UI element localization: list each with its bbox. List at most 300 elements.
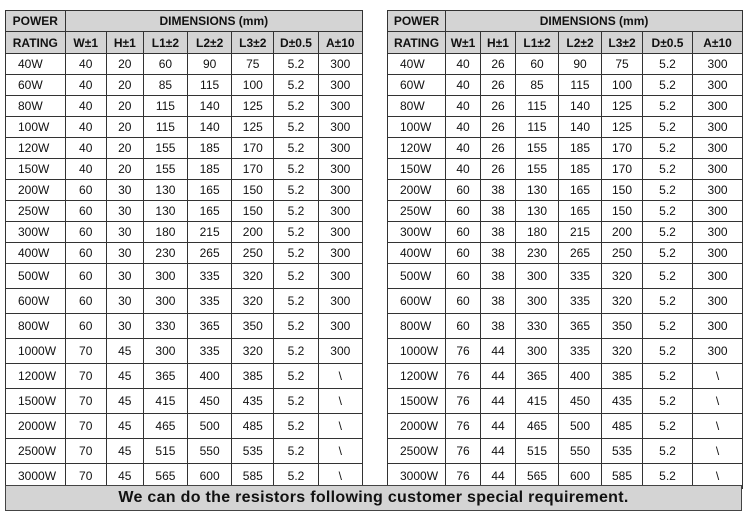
table-row bbox=[6, 222, 363, 243]
dimension-cell: 265 bbox=[188, 243, 232, 264]
dimension-cell: 335 bbox=[559, 264, 602, 289]
dimension-cell: 265 bbox=[559, 243, 602, 264]
dimension-cell: 500 bbox=[188, 414, 232, 439]
dimension-cell: 300 bbox=[318, 54, 362, 75]
dimension-cell: 5.2 bbox=[274, 264, 318, 289]
dimension-cell: \ bbox=[318, 464, 362, 489]
dimension-cell: 26 bbox=[481, 117, 516, 138]
dimension-cell: 485 bbox=[602, 414, 643, 439]
dimension-cell: 5.2 bbox=[274, 289, 318, 314]
dimension-cell: 76 bbox=[446, 389, 481, 414]
dimension-cell: 26 bbox=[481, 159, 516, 180]
dimension-cell: 20 bbox=[106, 159, 143, 180]
table-row bbox=[388, 54, 743, 75]
dimension-cell: 40 bbox=[65, 96, 106, 117]
dimension-cell: 40 bbox=[65, 117, 106, 138]
column-header: D±0.5 bbox=[274, 32, 318, 54]
dimension-cell: 40 bbox=[446, 138, 481, 159]
table-row bbox=[6, 138, 363, 159]
dimension-cell: 44 bbox=[481, 339, 516, 364]
dimension-cell: 76 bbox=[446, 339, 481, 364]
dimension-cell: 5.2 bbox=[274, 222, 318, 243]
dimension-cell: 115 bbox=[516, 96, 559, 117]
table-row bbox=[6, 264, 363, 289]
dimension-cell: 330 bbox=[516, 314, 559, 339]
dimension-cell: 5.2 bbox=[274, 75, 318, 96]
dimension-cell: 90 bbox=[188, 54, 232, 75]
dimension-cell: 150 bbox=[602, 180, 643, 201]
dimension-cell: 230 bbox=[516, 243, 559, 264]
dimension-cell: 5.2 bbox=[643, 138, 693, 159]
dimension-cell: 5.2 bbox=[643, 464, 693, 489]
dimension-cell: 400 bbox=[559, 364, 602, 389]
dimension-cell: 140 bbox=[559, 96, 602, 117]
table-row bbox=[388, 201, 743, 222]
table-row bbox=[388, 439, 743, 464]
table-row bbox=[388, 389, 743, 414]
dimension-cell: 140 bbox=[188, 117, 232, 138]
dimension-cell: 165 bbox=[188, 180, 232, 201]
dimension-cell: 300 bbox=[143, 289, 187, 314]
dimension-cell: \ bbox=[318, 389, 362, 414]
dimension-cell: 76 bbox=[446, 364, 481, 389]
table-row bbox=[6, 201, 363, 222]
dimension-cell: \ bbox=[693, 364, 743, 389]
table-row bbox=[6, 389, 363, 414]
dimension-cell: 180 bbox=[516, 222, 559, 243]
dimension-cell: 20 bbox=[106, 54, 143, 75]
dimension-cell: 45 bbox=[106, 339, 143, 364]
rating-header: RATING bbox=[6, 32, 66, 54]
dimension-cell: 5.2 bbox=[643, 180, 693, 201]
dimension-cell: 60 bbox=[446, 222, 481, 243]
dimension-cell: 300 bbox=[693, 96, 743, 117]
dimension-cell: 70 bbox=[65, 464, 106, 489]
dimension-cell: 300 bbox=[693, 289, 743, 314]
dimension-cell: 300 bbox=[318, 243, 362, 264]
dimension-cell: 38 bbox=[481, 314, 516, 339]
power-rating-cell: 400W bbox=[388, 243, 446, 264]
dimension-cell: 300 bbox=[693, 339, 743, 364]
power-rating-cell: 1000W bbox=[6, 339, 66, 364]
dimension-cell: 40 bbox=[446, 54, 481, 75]
dimension-cell: 565 bbox=[516, 464, 559, 489]
table-row bbox=[388, 243, 743, 264]
power-rating-cell: 2000W bbox=[388, 414, 446, 439]
dimension-cell: 155 bbox=[516, 138, 559, 159]
power-rating-cell: 250W bbox=[388, 201, 446, 222]
column-header: A±10 bbox=[693, 32, 743, 54]
column-header: H±1 bbox=[106, 32, 143, 54]
dimension-cell: 60 bbox=[65, 243, 106, 264]
dimension-cell: 40 bbox=[65, 159, 106, 180]
dimension-cell: \ bbox=[693, 464, 743, 489]
power-rating-cell: 400W bbox=[6, 243, 66, 264]
dimension-cell: 20 bbox=[106, 117, 143, 138]
column-header: L2±2 bbox=[188, 32, 232, 54]
dimension-cell: 40 bbox=[446, 159, 481, 180]
dimension-cell: 26 bbox=[481, 138, 516, 159]
dimensions-table-left bbox=[5, 10, 363, 489]
dimension-cell: 300 bbox=[318, 264, 362, 289]
dimension-cell: 550 bbox=[559, 439, 602, 464]
dimension-cell: 170 bbox=[232, 159, 274, 180]
dimension-cell: 5.2 bbox=[274, 364, 318, 389]
dimension-cell: 5.2 bbox=[643, 75, 693, 96]
dimension-cell: 415 bbox=[516, 389, 559, 414]
dimension-cell: 500 bbox=[559, 414, 602, 439]
dimension-cell: 70 bbox=[65, 339, 106, 364]
dimension-cell: 300 bbox=[693, 159, 743, 180]
dimension-cell: 70 bbox=[65, 389, 106, 414]
table-row bbox=[6, 75, 363, 96]
dimension-cell: 230 bbox=[143, 243, 187, 264]
column-header: D±0.5 bbox=[643, 32, 693, 54]
dimension-cell: 435 bbox=[602, 389, 643, 414]
dimension-cell: 115 bbox=[516, 117, 559, 138]
dimension-cell: 550 bbox=[188, 439, 232, 464]
power-rating-cell: 800W bbox=[6, 314, 66, 339]
dimension-cell: 100 bbox=[602, 75, 643, 96]
dimension-cell: 85 bbox=[143, 75, 187, 96]
dimension-cell: 44 bbox=[481, 389, 516, 414]
table-row bbox=[6, 54, 363, 75]
dimension-cell: 5.2 bbox=[643, 414, 693, 439]
dimension-cell: 300 bbox=[318, 96, 362, 117]
dimension-cell: 26 bbox=[481, 96, 516, 117]
dimension-cell: 385 bbox=[602, 364, 643, 389]
dimension-cell: 5.2 bbox=[274, 54, 318, 75]
table-row bbox=[388, 314, 743, 339]
power-rating-cell: 100W bbox=[388, 117, 446, 138]
column-header: L2±2 bbox=[559, 32, 602, 54]
dimension-cell: 200 bbox=[232, 222, 274, 243]
table-row bbox=[388, 339, 743, 364]
footer-note: We can do the resistors following customer special requirement. bbox=[5, 485, 742, 511]
dimension-cell: 40 bbox=[446, 75, 481, 96]
table-row bbox=[6, 339, 363, 364]
power-rating-cell: 1200W bbox=[6, 364, 66, 389]
dimension-cell: 70 bbox=[65, 364, 106, 389]
dimension-cell: 130 bbox=[516, 201, 559, 222]
dimension-cell: 70 bbox=[65, 439, 106, 464]
dimension-cell: 90 bbox=[559, 54, 602, 75]
dimension-cell: 38 bbox=[481, 289, 516, 314]
dimension-cell: 215 bbox=[559, 222, 602, 243]
dimension-cell: 40 bbox=[65, 54, 106, 75]
dimension-cell: \ bbox=[318, 414, 362, 439]
dimension-cell: 60 bbox=[446, 314, 481, 339]
dimension-cell: 300 bbox=[318, 201, 362, 222]
dimension-cell: 5.2 bbox=[643, 117, 693, 138]
dimension-cell: \ bbox=[318, 439, 362, 464]
dimension-cell: 365 bbox=[188, 314, 232, 339]
dimension-cell: 465 bbox=[516, 414, 559, 439]
dimension-cell: 75 bbox=[232, 54, 274, 75]
dimension-cell: 38 bbox=[481, 264, 516, 289]
table-row bbox=[388, 96, 743, 117]
dimensions-table-right bbox=[387, 10, 743, 489]
rating-header: RATING bbox=[388, 32, 446, 54]
dimension-cell: 300 bbox=[318, 289, 362, 314]
dimension-cell: 600 bbox=[559, 464, 602, 489]
dimension-cell: 38 bbox=[481, 180, 516, 201]
dimension-cell: 485 bbox=[232, 414, 274, 439]
dimension-cell: 5.2 bbox=[274, 159, 318, 180]
power-rating-cell: 120W bbox=[388, 138, 446, 159]
dimension-cell: 150 bbox=[232, 201, 274, 222]
power-rating-cell: 600W bbox=[388, 289, 446, 314]
dimension-cell: \ bbox=[693, 414, 743, 439]
power-rating-cell: 2500W bbox=[6, 439, 66, 464]
dimension-cell: 125 bbox=[602, 96, 643, 117]
power-rating-cell: 200W bbox=[388, 180, 446, 201]
column-header: A±10 bbox=[318, 32, 362, 54]
dimension-cell: 450 bbox=[188, 389, 232, 414]
dimension-cell: 60 bbox=[446, 180, 481, 201]
power-rating-cell: 1500W bbox=[6, 389, 66, 414]
dimension-cell: 60 bbox=[65, 314, 106, 339]
table-row bbox=[388, 264, 743, 289]
dimension-cell: 38 bbox=[481, 243, 516, 264]
dimension-cell: 45 bbox=[106, 439, 143, 464]
dimension-cell: 30 bbox=[106, 222, 143, 243]
table-row bbox=[6, 414, 363, 439]
dimension-cell: 150 bbox=[232, 180, 274, 201]
table-row bbox=[6, 159, 363, 180]
dimension-cell: 60 bbox=[65, 180, 106, 201]
dimension-cell: 450 bbox=[559, 389, 602, 414]
dimension-cell: 38 bbox=[481, 201, 516, 222]
dimension-cell: 45 bbox=[106, 414, 143, 439]
dimension-cell: 170 bbox=[602, 138, 643, 159]
dimension-cell: 40 bbox=[446, 117, 481, 138]
dimension-cell: 30 bbox=[106, 180, 143, 201]
dimension-cell: 165 bbox=[559, 201, 602, 222]
power-rating-cell: 2000W bbox=[6, 414, 66, 439]
dimension-cell: 300 bbox=[318, 222, 362, 243]
dimension-cell: 5.2 bbox=[643, 264, 693, 289]
power-rating-cell: 250W bbox=[6, 201, 66, 222]
dimension-cell: 20 bbox=[106, 75, 143, 96]
table-row bbox=[388, 222, 743, 243]
dimension-cell: 155 bbox=[516, 159, 559, 180]
power-rating-cell: 120W bbox=[6, 138, 66, 159]
dimension-cell: 38 bbox=[481, 222, 516, 243]
power-header: POWER bbox=[388, 11, 446, 32]
dimension-cell: 300 bbox=[693, 243, 743, 264]
dimension-cell: 44 bbox=[481, 414, 516, 439]
table-row bbox=[6, 439, 363, 464]
dimension-cell: 335 bbox=[559, 289, 602, 314]
power-rating-cell: 200W bbox=[6, 180, 66, 201]
power-rating-cell: 1500W bbox=[388, 389, 446, 414]
dimension-cell: 300 bbox=[318, 138, 362, 159]
dimension-cell: 320 bbox=[232, 289, 274, 314]
power-rating-cell: 1200W bbox=[388, 364, 446, 389]
dimension-cell: 155 bbox=[143, 138, 187, 159]
dimension-cell: \ bbox=[693, 389, 743, 414]
column-header: L1±2 bbox=[516, 32, 559, 54]
power-rating-cell: 3000W bbox=[6, 464, 66, 489]
dimension-cell: 125 bbox=[602, 117, 643, 138]
power-rating-cell: 800W bbox=[388, 314, 446, 339]
table-row bbox=[6, 117, 363, 138]
dimension-cell: 30 bbox=[106, 289, 143, 314]
dimension-cell: 150 bbox=[602, 201, 643, 222]
dimension-cell: 335 bbox=[188, 264, 232, 289]
column-header: L3±2 bbox=[232, 32, 274, 54]
power-header: POWER bbox=[6, 11, 66, 32]
dimension-cell: 300 bbox=[693, 54, 743, 75]
dimension-cell: 170 bbox=[602, 159, 643, 180]
dimension-cell: 115 bbox=[143, 96, 187, 117]
dimension-cell: 5.2 bbox=[274, 201, 318, 222]
dimension-cell: 85 bbox=[516, 75, 559, 96]
dimension-cell: 60 bbox=[65, 264, 106, 289]
dimension-cell: 300 bbox=[143, 339, 187, 364]
dimension-cell: 44 bbox=[481, 439, 516, 464]
dimension-cell: 45 bbox=[106, 464, 143, 489]
dimension-cell: 140 bbox=[188, 96, 232, 117]
dimension-cell: 30 bbox=[106, 201, 143, 222]
dimension-cell: 45 bbox=[106, 389, 143, 414]
dimension-cell: 40 bbox=[65, 138, 106, 159]
dimension-cell: 5.2 bbox=[643, 314, 693, 339]
dimension-cell: 115 bbox=[143, 117, 187, 138]
dimension-cell: 5.2 bbox=[274, 138, 318, 159]
dimension-cell: 300 bbox=[143, 264, 187, 289]
dimension-cell: 75 bbox=[602, 54, 643, 75]
dimension-cell: 215 bbox=[188, 222, 232, 243]
dimension-cell: 140 bbox=[559, 117, 602, 138]
dimension-cell: 30 bbox=[106, 314, 143, 339]
dimension-cell: 5.2 bbox=[643, 54, 693, 75]
dimension-cell: 185 bbox=[559, 159, 602, 180]
dimension-cell: 365 bbox=[516, 364, 559, 389]
dimension-cell: 60 bbox=[446, 289, 481, 314]
power-rating-cell: 60W bbox=[388, 75, 446, 96]
dimension-cell: 44 bbox=[481, 464, 516, 489]
dimension-cell: 130 bbox=[143, 180, 187, 201]
dimension-cell: \ bbox=[693, 439, 743, 464]
dimension-cell: 320 bbox=[232, 339, 274, 364]
dimension-cell: 300 bbox=[693, 201, 743, 222]
dimension-cell: 30 bbox=[106, 264, 143, 289]
dimension-cell: 26 bbox=[481, 75, 516, 96]
dimension-cell: 185 bbox=[559, 138, 602, 159]
power-rating-cell: 150W bbox=[388, 159, 446, 180]
table-row bbox=[6, 314, 363, 339]
dimension-cell: 5.2 bbox=[274, 314, 318, 339]
power-rating-cell: 500W bbox=[6, 264, 66, 289]
dimension-cell: 335 bbox=[188, 289, 232, 314]
table-row bbox=[388, 289, 743, 314]
dimension-cell: 300 bbox=[693, 138, 743, 159]
dimension-cell: 76 bbox=[446, 439, 481, 464]
table-row bbox=[388, 75, 743, 96]
power-rating-cell: 500W bbox=[388, 264, 446, 289]
dimension-cell: 365 bbox=[143, 364, 187, 389]
table-row bbox=[6, 96, 363, 117]
dimension-cell: 300 bbox=[516, 264, 559, 289]
dimension-cell: 76 bbox=[446, 464, 481, 489]
table-row bbox=[388, 364, 743, 389]
table-row bbox=[6, 180, 363, 201]
dimension-cell: 5.2 bbox=[274, 96, 318, 117]
column-header: H±1 bbox=[481, 32, 516, 54]
dimension-cell: 60 bbox=[446, 201, 481, 222]
dimension-cell: 515 bbox=[516, 439, 559, 464]
dimension-cell: 585 bbox=[602, 464, 643, 489]
dimension-cell: 300 bbox=[516, 289, 559, 314]
dimension-cell: 170 bbox=[232, 138, 274, 159]
dimension-cell: 330 bbox=[143, 314, 187, 339]
dimension-cell: 5.2 bbox=[274, 243, 318, 264]
table-body bbox=[388, 54, 743, 489]
power-rating-cell: 40W bbox=[388, 54, 446, 75]
dimension-cell: 155 bbox=[143, 159, 187, 180]
dimension-cell: 165 bbox=[559, 180, 602, 201]
dimension-cell: 5.2 bbox=[274, 439, 318, 464]
dimension-cell: 350 bbox=[602, 314, 643, 339]
dimension-cell: 535 bbox=[232, 439, 274, 464]
dimension-cell: 130 bbox=[143, 201, 187, 222]
table-row bbox=[6, 364, 363, 389]
dimension-cell: 300 bbox=[693, 117, 743, 138]
dimension-cell: 5.2 bbox=[643, 159, 693, 180]
dimension-cell: 5.2 bbox=[274, 464, 318, 489]
table-row bbox=[388, 117, 743, 138]
power-rating-cell: 2500W bbox=[388, 439, 446, 464]
dimension-cell: 5.2 bbox=[643, 389, 693, 414]
dimension-cell: 435 bbox=[232, 389, 274, 414]
dimension-cell: 300 bbox=[318, 339, 362, 364]
dimension-cell: 200 bbox=[602, 222, 643, 243]
dimension-cell: 300 bbox=[693, 180, 743, 201]
dimension-cell: 165 bbox=[188, 201, 232, 222]
dimension-cell: 5.2 bbox=[274, 414, 318, 439]
dimension-cell: 5.2 bbox=[643, 439, 693, 464]
dimension-cell: 320 bbox=[602, 339, 643, 364]
dimension-cell: 70 bbox=[65, 414, 106, 439]
column-header: L3±2 bbox=[602, 32, 643, 54]
dimension-cell: 320 bbox=[602, 264, 643, 289]
dimension-cell: 5.2 bbox=[274, 180, 318, 201]
power-rating-cell: 300W bbox=[6, 222, 66, 243]
power-rating-cell: 80W bbox=[6, 96, 66, 117]
power-rating-cell: 150W bbox=[6, 159, 66, 180]
dimension-cell: 300 bbox=[516, 339, 559, 364]
dimension-cell: 465 bbox=[143, 414, 187, 439]
table-body bbox=[6, 54, 363, 489]
power-rating-cell: 300W bbox=[388, 222, 446, 243]
column-header: W±1 bbox=[65, 32, 106, 54]
power-rating-cell: 1000W bbox=[388, 339, 446, 364]
dimension-cell: 350 bbox=[232, 314, 274, 339]
column-header: L1±2 bbox=[143, 32, 187, 54]
dimension-cell: 60 bbox=[65, 222, 106, 243]
power-rating-cell: 40W bbox=[6, 54, 66, 75]
dimension-cell: 250 bbox=[232, 243, 274, 264]
dimension-cell: 5.2 bbox=[274, 117, 318, 138]
dimension-cell: 300 bbox=[318, 75, 362, 96]
dimensions-header: DIMENSIONS (mm) bbox=[65, 11, 362, 32]
dimension-cell: 20 bbox=[106, 96, 143, 117]
dimension-cell: 44 bbox=[481, 364, 516, 389]
dimension-cell: 60 bbox=[65, 201, 106, 222]
power-rating-cell: 100W bbox=[6, 117, 66, 138]
